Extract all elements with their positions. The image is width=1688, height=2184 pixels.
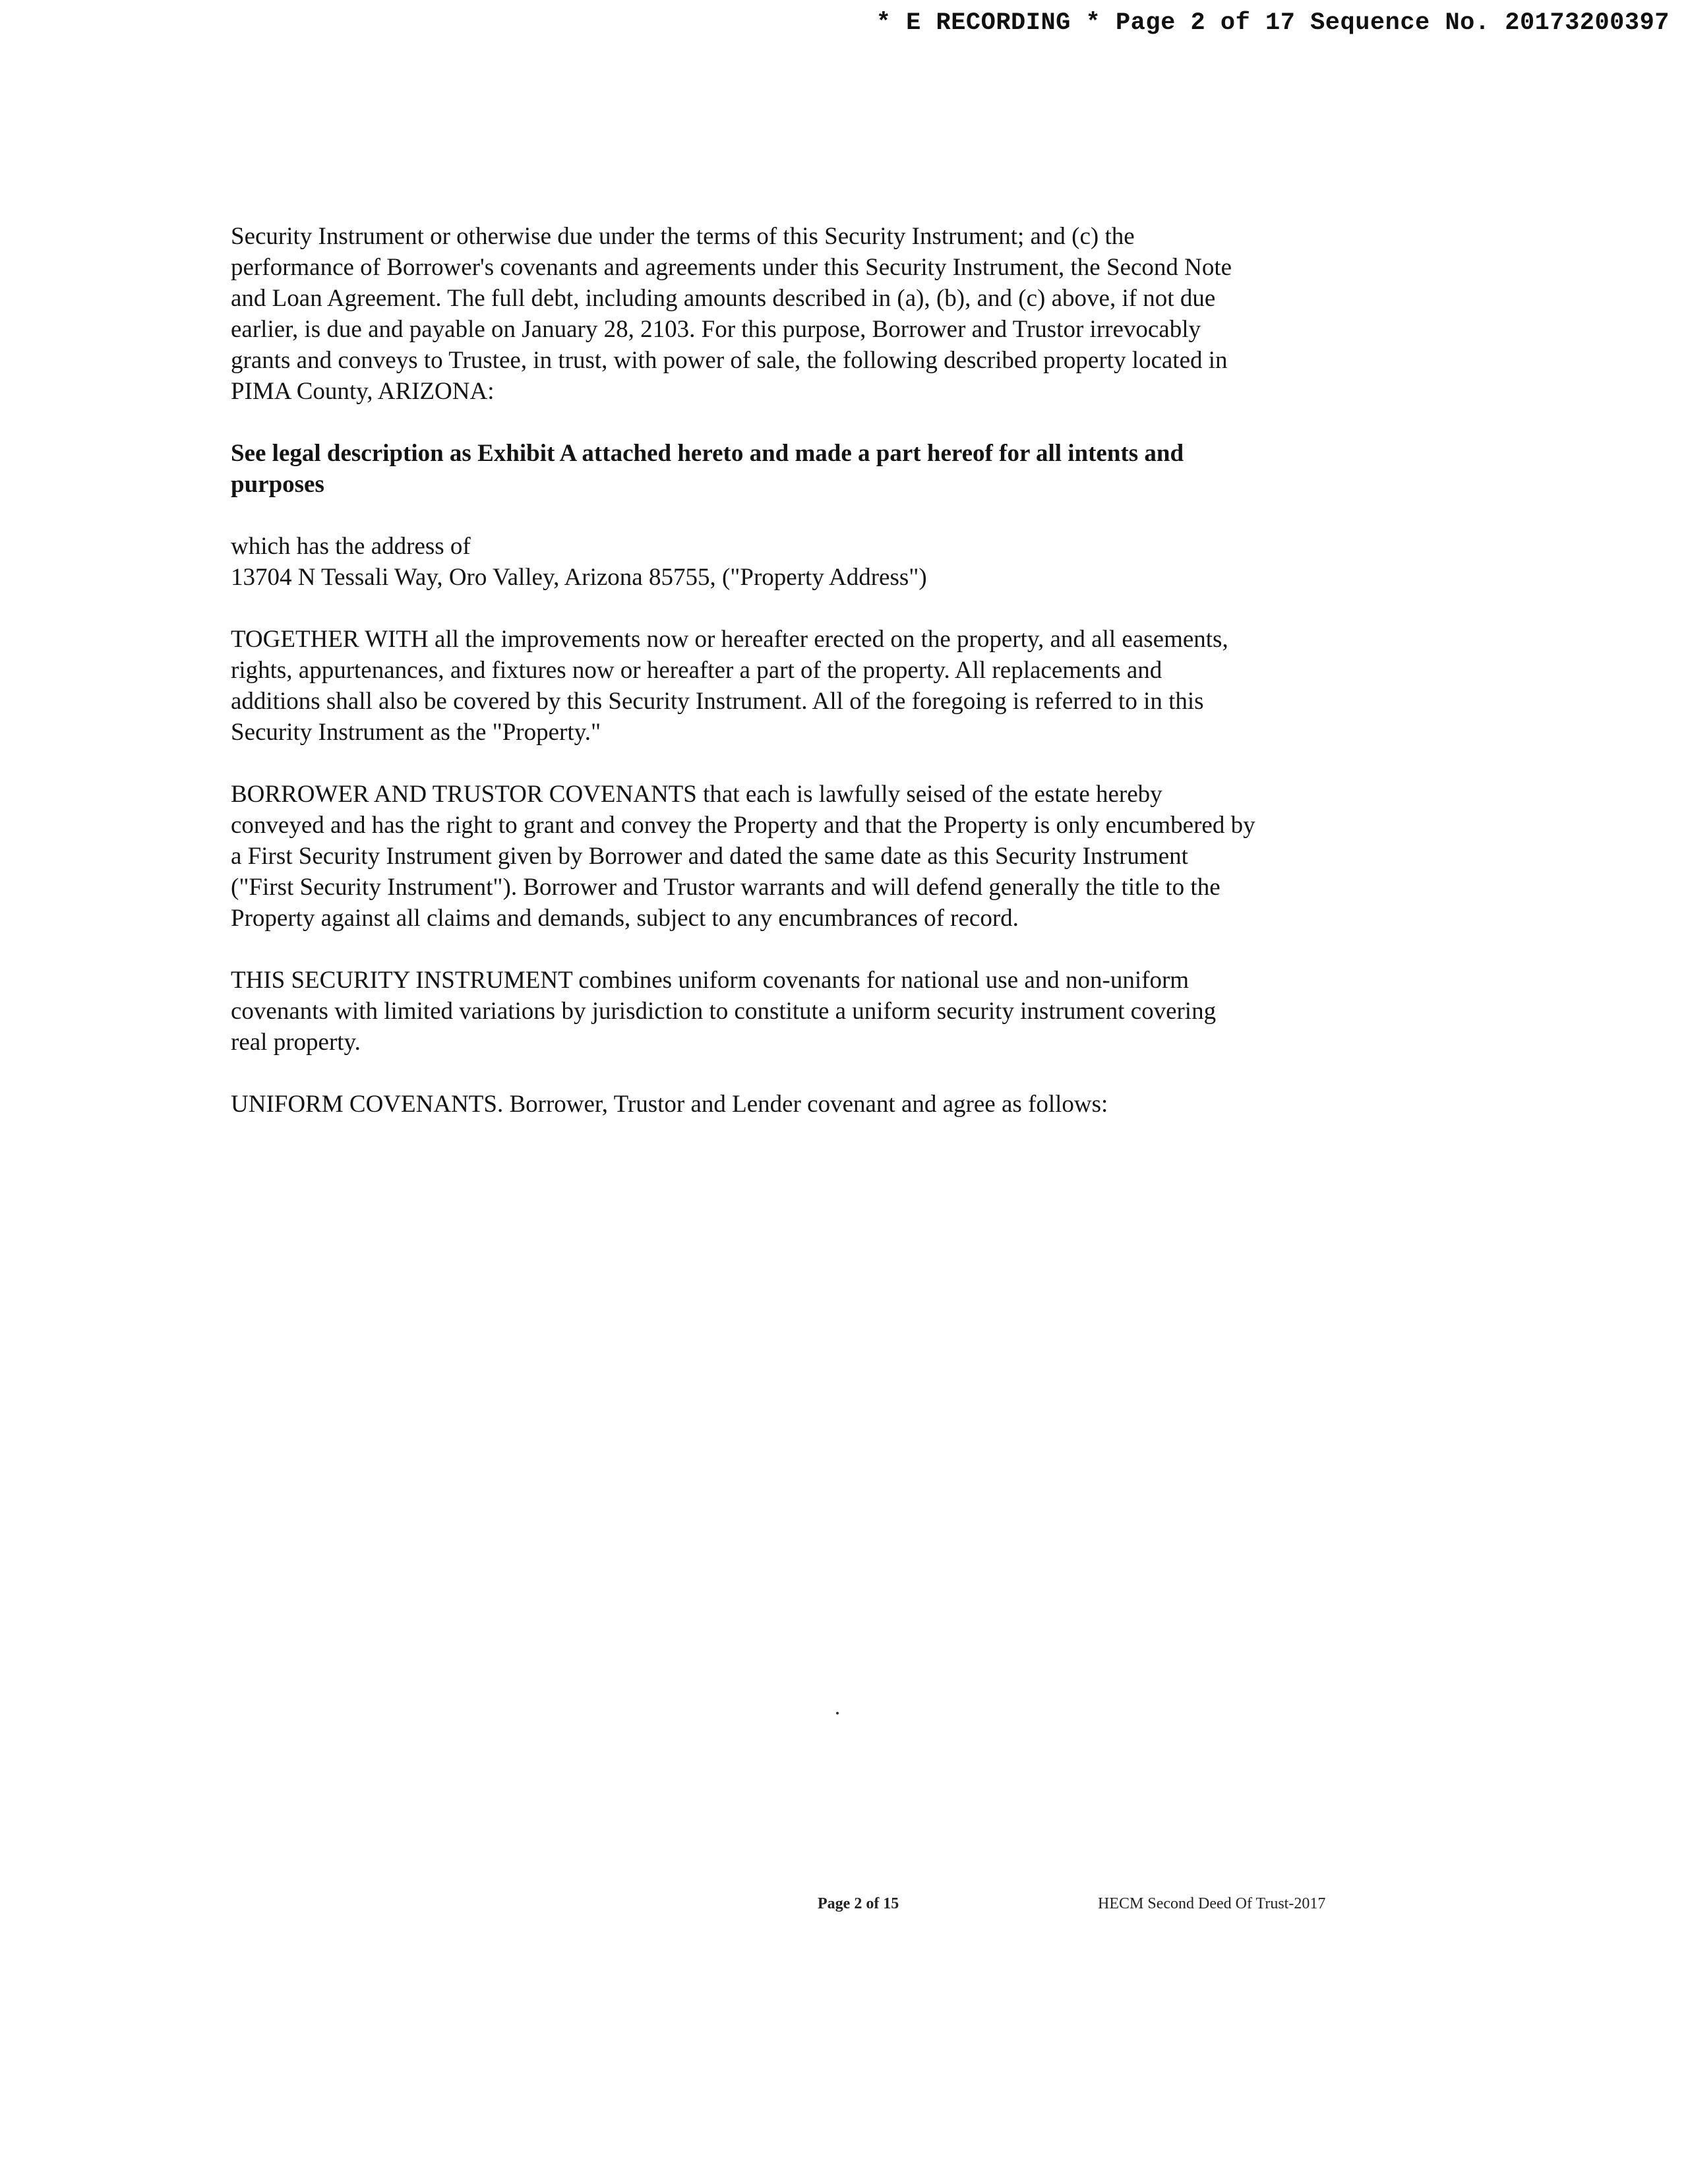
text-line: THIS SECURITY INSTRUMENT combines uniform covenants for national use and non-uniform bbox=[231, 967, 1190, 994]
text-line: additions shall also be covered by this Security Instrument. All of the foregoing is referred to in this bbox=[231, 688, 1204, 715]
paragraph-property-address bbox=[231, 531, 1411, 593]
document-body bbox=[231, 221, 1411, 1151]
paragraph-legal-description bbox=[231, 438, 1411, 500]
paragraph-this-security-instrument bbox=[231, 965, 1411, 1058]
text-line: PIMA County, ARIZONA: bbox=[231, 378, 495, 405]
text-line: ("First Security Instrument"). Borrower and Trustor warrants and will defend generally the title to the bbox=[231, 874, 1221, 901]
text-line: covenants with limited variations by jurisdiction to constitute a uniform security instrument covering bbox=[231, 998, 1217, 1025]
text-line: a First Security Instrument given by Borrower and dated the same date as this Security Instrument bbox=[231, 843, 1188, 870]
footer-page-number: Page 2 of 15 bbox=[818, 1895, 899, 1912]
text-line: BORROWER AND TRUSTOR COVENANTS that each is lawfully seised of the estate hereby bbox=[231, 781, 1162, 808]
text-line: earlier, is due and payable on January 28, 2103. For this purpose, Borrower and Trustor irrevocably bbox=[231, 316, 1201, 343]
text-line: rights, appurtenances, and fixtures now or hereafter a part of the property. All replacements and bbox=[231, 657, 1162, 684]
text-line: grants and conveys to Trustee, in trust, with power of sale, the following described property located in bbox=[231, 347, 1228, 374]
text-line: and Loan Agreement. The full debt, including amounts described in (a), (b), and (c) above, if not due bbox=[231, 285, 1216, 312]
paragraph-uniform-covenants bbox=[231, 1089, 1411, 1120]
text-line: UNIFORM COVENANTS. Borrower, Trustor and Lender covenant and agree as follows: bbox=[231, 1091, 1108, 1118]
paragraph-debt-terms bbox=[231, 221, 1411, 407]
recording-header: * E RECORDING * Page 2 of 17 Sequence No. 20173200397 bbox=[876, 9, 1670, 37]
text-line: TOGETHER WITH all the improvements now or hereafter erected on the property, and all easements, bbox=[231, 626, 1228, 653]
text-line: See legal description as Exhibit A attached hereto and made a part hereof for all intents and bbox=[231, 440, 1184, 467]
text-line: purposes bbox=[231, 471, 324, 498]
text-line: conveyed and has the right to grant and convey the Property and that the Property is only encumbered by bbox=[231, 812, 1255, 839]
paragraph-together-with bbox=[231, 624, 1411, 748]
text-line: performance of Borrower's covenants and agreements under this Security Instrument, the Second Note bbox=[231, 254, 1232, 281]
footer-form-name: HECM Second Deed Of Trust-2017 bbox=[1098, 1895, 1326, 1912]
text-line: Property against all claims and demands, subject to any encumbrances of record. bbox=[231, 905, 1019, 932]
text-line: which has the address of bbox=[231, 533, 471, 560]
text-line: real property. bbox=[231, 1029, 361, 1056]
scan-speck bbox=[836, 1712, 839, 1714]
text-line: Security Instrument as the "Property." bbox=[231, 719, 601, 746]
text-line: Security Instrument or otherwise due under the terms of this Security Instrument; and (c) the bbox=[231, 223, 1135, 250]
property-address: 13704 N Tessali Way, Oro Valley, Arizona 85755, ("Property Address") bbox=[231, 564, 927, 591]
paragraph-borrower-covenants bbox=[231, 779, 1411, 934]
